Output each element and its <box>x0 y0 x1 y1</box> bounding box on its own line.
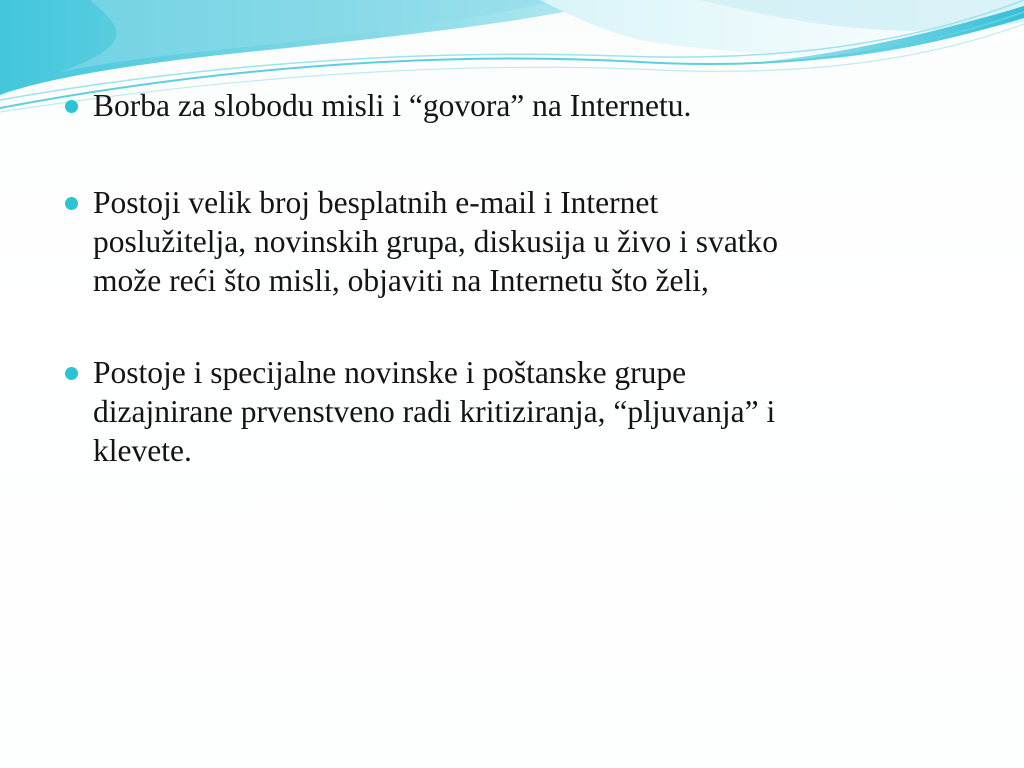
list-item <box>65 353 965 470</box>
bullet-text: Postoje i specijalne novinske i poštanske grupe dizajnirane prvenstveno radi kritiziranja, “pljuvanja” i klevete. <box>93 355 776 468</box>
bullet-dot-icon <box>65 100 78 113</box>
list-item <box>65 86 965 125</box>
bullet-dot-icon <box>65 197 78 210</box>
bullet-list <box>65 86 965 523</box>
bullet-text: Postoji velik broj besplatnih e-mail i Internet poslužitelja, novinskih grupa, diskusija u živo i svatko može reći što misli, objaviti na Internetu što želi, <box>93 185 779 298</box>
list-item <box>65 183 965 300</box>
bullet-dot-icon <box>65 367 78 380</box>
bullet-text: Borba za slobodu misli i “govora” na Internetu. <box>93 88 692 123</box>
